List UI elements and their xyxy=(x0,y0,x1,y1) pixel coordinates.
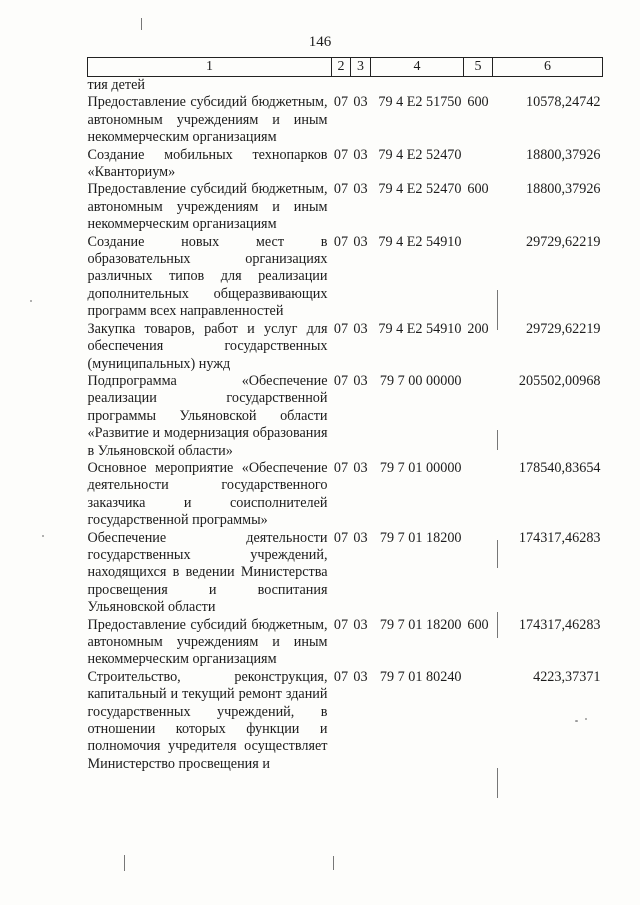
row-section: 07 xyxy=(333,94,349,111)
row-expense-type xyxy=(464,234,493,321)
row-amount xyxy=(493,77,603,95)
row-expense-type xyxy=(464,669,493,773)
table-row xyxy=(88,530,603,617)
row-section: 07 xyxy=(333,529,349,546)
row-expense-type: 600 xyxy=(467,616,489,633)
row-expense-type xyxy=(464,77,493,95)
row-amount: 29729,62219 xyxy=(526,233,601,250)
row-name: Строительство, реконструкция, капитальный и текущий ремонт зданий государственных учреждений, в отношении которых функции и полномочия учредителя осуществляет Министерство просвещения и xyxy=(87,668,328,772)
table-row xyxy=(88,321,603,373)
scan-speck xyxy=(585,718,587,720)
row-target-code: 79 4 E2 52470 xyxy=(378,181,462,198)
row-section: 07 xyxy=(333,233,349,250)
row-subsection: 03 xyxy=(353,529,368,546)
row-subsection xyxy=(351,77,371,95)
row-section: 07 xyxy=(333,616,349,633)
column-header-5: 5 xyxy=(464,58,493,77)
table-row xyxy=(88,234,603,321)
table-row xyxy=(88,373,603,460)
row-expense-type xyxy=(464,530,493,617)
row-name: тия детей xyxy=(87,77,145,93)
scan-tick xyxy=(497,430,498,450)
row-subsection: 03 xyxy=(353,320,368,337)
row-section: 07 xyxy=(333,668,349,685)
row-name: Обеспечение деятельности государственных учреждений, находящихся в ведении Министерства просвещения и воспитания Ульяновской области xyxy=(87,529,328,616)
scan-tick xyxy=(497,290,498,330)
row-section: 07 xyxy=(333,372,349,389)
column-header-4: 4 xyxy=(371,58,464,77)
row-amount: 174317,46283 xyxy=(518,529,601,546)
row-name: Предоставление субсидий бюджетным, автономным учреждениям и иным некоммерческим организациям xyxy=(87,616,328,668)
row-section: 07 xyxy=(333,181,349,198)
row-name: Создание новых мест в образовательных организациях различных типов для реализации дополнительных общеразвивающих программ всех направленностей xyxy=(87,233,328,320)
row-expense-type: 600 xyxy=(467,181,489,198)
row-name: Подпрограмма «Обеспечение реализации государственной программы Ульяновской области «Развитие и модернизация образования в Ульяновской области» xyxy=(87,372,328,459)
row-amount: 178540,83654 xyxy=(518,459,601,476)
scan-tick xyxy=(497,768,498,798)
row-amount: 205502,00968 xyxy=(518,372,601,389)
row-name: Основное мероприятие «Обеспечение деятельности государственного заказчика и соисполнителей государственной программы» xyxy=(87,459,328,529)
row-target-code: 79 4 E2 54910 xyxy=(378,320,462,337)
row-name: Закупка товаров, работ и услуг для обеспечения государственных (муниципальных) нужд xyxy=(87,320,328,372)
row-target-code: 79 4 E2 52470 xyxy=(378,146,462,163)
budget-table xyxy=(87,57,603,773)
page-number: 146 xyxy=(308,34,332,50)
scan-speck xyxy=(575,720,578,722)
row-amount: 174317,46283 xyxy=(518,616,601,633)
table-row xyxy=(88,77,603,95)
column-header-3: 3 xyxy=(351,58,371,77)
row-section: 07 xyxy=(333,459,349,476)
table-row xyxy=(88,181,603,233)
row-subsection: 03 xyxy=(353,668,368,685)
column-header-2: 2 xyxy=(332,58,351,77)
row-expense-type: 600 xyxy=(467,94,489,111)
table-row xyxy=(88,669,603,773)
scan-tick xyxy=(333,856,334,870)
row-name: Создание мобильных технопарков «Кванториум» xyxy=(87,146,328,181)
row-amount: 29729,62219 xyxy=(526,320,601,337)
scan-tick xyxy=(124,855,125,871)
row-amount: 18800,37926 xyxy=(526,146,601,163)
row-target-code: 79 4 E2 51750 xyxy=(378,94,462,111)
row-subsection: 03 xyxy=(353,616,368,633)
row-subsection: 03 xyxy=(353,233,368,250)
scan-tick xyxy=(497,612,498,638)
row-expense-type xyxy=(464,460,493,530)
row-subsection: 03 xyxy=(353,94,368,111)
row-expense-type: 200 xyxy=(467,320,489,337)
scan-speck xyxy=(30,300,32,302)
row-target-code: 79 7 01 18200 xyxy=(379,529,462,546)
row-target-code: 79 7 00 00000 xyxy=(379,372,462,389)
row-subsection: 03 xyxy=(353,181,368,198)
table-row xyxy=(88,617,603,669)
row-subsection: 03 xyxy=(353,146,368,163)
table-row xyxy=(88,94,603,146)
row-target-code: 79 7 01 80240 xyxy=(379,668,462,685)
row-section: 07 xyxy=(333,146,349,163)
row-amount: 4223,37371 xyxy=(533,668,601,685)
row-target-code xyxy=(371,77,464,95)
row-section: 07 xyxy=(333,320,349,337)
column-header-1: 1 xyxy=(88,58,332,77)
row-target-code: 79 7 01 00000 xyxy=(379,459,462,476)
row-target-code: 79 4 E2 54910 xyxy=(378,233,462,250)
row-name: Предоставление субсидий бюджетным, автономным учреждениям и иным некоммерческим организациям xyxy=(87,181,328,233)
row-name: Предоставление субсидий бюджетным, автономным учреждениям и иным некоммерческим организациям xyxy=(87,94,328,146)
scan-speck xyxy=(42,535,44,537)
row-subsection: 03 xyxy=(353,459,368,476)
row-expense-type xyxy=(464,373,493,460)
scan-tick xyxy=(141,18,142,30)
row-section xyxy=(332,77,351,95)
row-amount: 18800,37926 xyxy=(526,181,601,198)
row-subsection: 03 xyxy=(353,372,368,389)
table-row xyxy=(88,460,603,530)
row-expense-type xyxy=(464,147,493,182)
row-amount: 10578,24742 xyxy=(526,94,601,111)
table-body xyxy=(88,77,603,774)
scan-tick xyxy=(497,540,498,568)
row-target-code: 79 7 01 18200 xyxy=(379,616,462,633)
column-header-6: 6 xyxy=(493,58,603,77)
table-row xyxy=(88,147,603,182)
table-header-row xyxy=(88,58,603,77)
